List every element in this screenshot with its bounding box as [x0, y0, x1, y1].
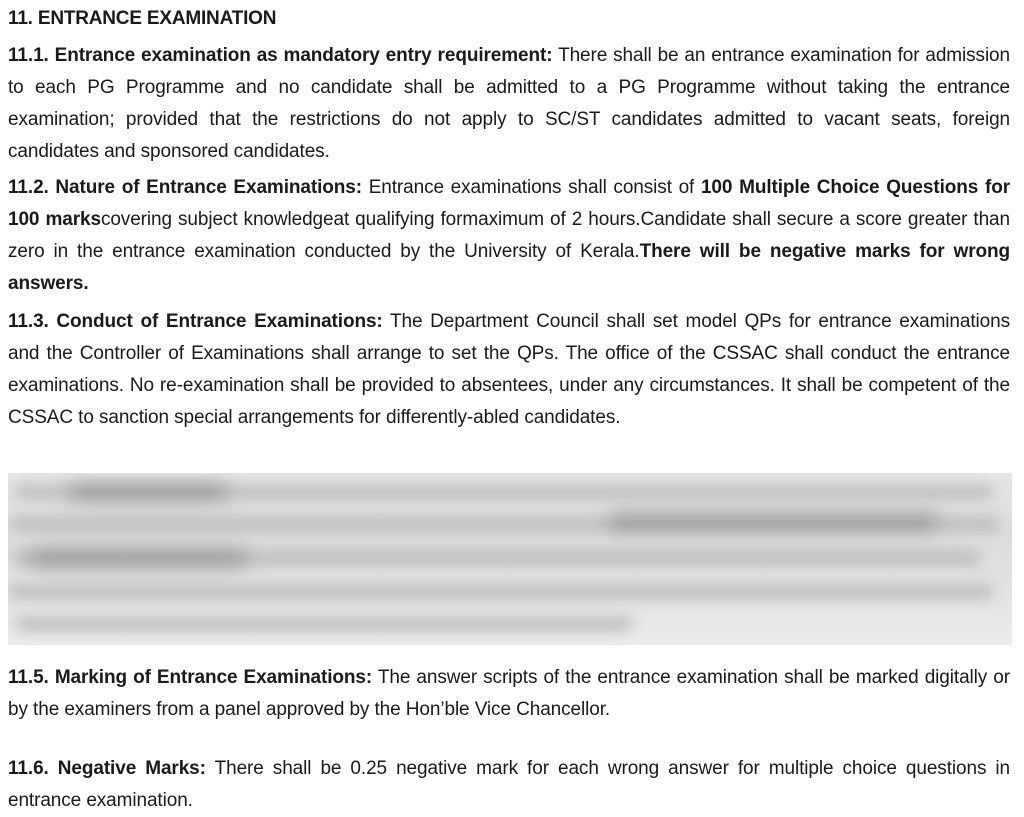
clause-11-2	[8, 172, 1010, 300]
clause-11-3-label: 11.3. Conduct of Entrance Examinations:	[8, 311, 383, 332]
blurred-redacted-region	[8, 473, 1012, 645]
clause-11-3-text: The Department Council shall set model QPs for entrance examinations and the Controller of Examinations shall arrange to set the QPs. The office of the CSSAC shall conduct the entrance examinations. No re-examination shall be provided to absentees, under any circumstances. It shall be competent of the CSSAC to sanction special arrangements for differently-abled candidates.	[8, 311, 1010, 428]
clause-11-3	[8, 306, 1010, 434]
blurred-line	[8, 585, 993, 599]
clause-11-6	[8, 753, 1010, 817]
clause-11-2-label: 11.2. Nature of Entrance Examinations:	[8, 177, 362, 198]
clause-11-6-text: There shall be 0.25 negative mark for each wrong answer for multiple choice questions in entrance examination.	[8, 758, 1010, 811]
clause-11-5-text: The answer scripts of the entrance examination shall be marked digitally or by the examiners from a panel approved by the Hon’ble Vice Chancellor.	[8, 667, 1010, 720]
blurred-spot	[28, 549, 248, 567]
blurred-line	[14, 617, 634, 631]
clause-11-5	[8, 662, 1010, 726]
clause-11-5-label: 11.5. Marking of Entrance Examinations:	[8, 667, 373, 688]
clause-11-2-text-2: covering subject knowledgeat qualifying formaximum of 2 hours.Candidate shall secure a score greater than zero in the entrance examination conducted by the University of Kerala.	[8, 209, 1010, 262]
clause-11-2-text-1: Entrance examinations shall consist of	[361, 177, 701, 198]
clause-11-1-label: 11.1. Entrance examination as mandatory entry requirement:	[8, 45, 553, 66]
clause-11-2-bold-2: There will be negative marks for wrong answers.	[8, 241, 1011, 294]
blurred-spot	[608, 513, 938, 531]
clause-11-2-bold-1: 100 Multiple Choice Questions for 100 marks	[8, 177, 1010, 230]
clause-11-6-label: 11.6. Negative Marks:	[8, 758, 206, 779]
clause-11-1-text: There shall be an entrance examination for admission to each PG Programme and no candidate shall be admitted to a PG Programme without taking the entrance examination; provided that the restrictions do not apply to SC/ST candidates admitted to vacant seats, foreign candidates and sponsored candidates.	[8, 45, 1010, 162]
blurred-spot	[68, 483, 228, 501]
section-heading: 11. ENTRANCE EXAMINATION	[8, 8, 277, 29]
clause-11-1	[8, 40, 1010, 168]
